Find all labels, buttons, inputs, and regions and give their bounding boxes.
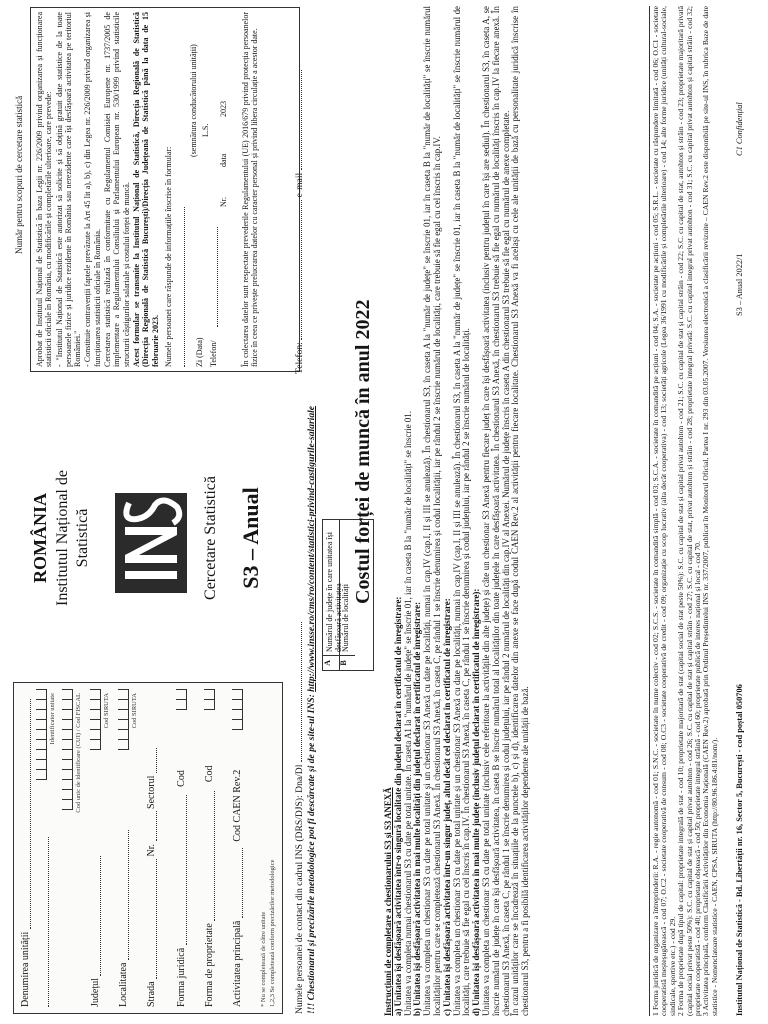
country-name: ROMÂNIA xyxy=(30,493,50,583)
institute-name-1: Institutul Național de xyxy=(54,470,71,606)
note-123: 1,2,3 Se completează conform precizărilor metodologice xyxy=(269,859,276,1007)
legal-p4: Cercetarea statistică realizată în conformitate cu Regulamentul Comisiei Europene nr. 1737/2005 de implementare a Regulamentului Consiliului și Parlamentului European nr. 530/1999 privind statisticile structurii câștigurilor salariale și costului forței de muncă. xyxy=(103,12,131,367)
field-denumirea-2[interactable] xyxy=(38,837,49,1007)
label-contact: Numele persoanei de contact din cadrul INS (DRS/DJS): Dna/Dl xyxy=(294,764,305,1014)
instructions xyxy=(384,6,634,1016)
label-cod1: Cod xyxy=(176,770,187,787)
footer-confidential: C1 Confidențial xyxy=(735,102,744,156)
legal-p7: În colectarea datelor sunt respectate prevederile Regulamentului (UE) 2016/679 privind protecția persoanelor fizice în ceea ce privește prelucrarea datelor cu caracter personal și privind libera circulație a acestor date. xyxy=(241,12,260,367)
footer-bar xyxy=(735,6,749,1016)
row-forma-juridica xyxy=(176,692,187,1007)
instr-d-text: Unitatea va completa un chestionar S3 cu date pe total unitate (inclusiv cele referitoare la activitățile din alte județe) și câte un chestionar S3 Anexă pentru fiecare județ în care își desfășoară activitatea (inclusiv pentru județul în care își are sediul). În chestionarul S3, în caseta A, se înscrie numărul de județe în care își desfășoară activitatea, în caseta B se înscrie numărul total al localităților din toate județele în care desfășoară activitatea. În chestionarul S3 Anexă, în chestionarul S3 trebuie să fie egal cu numărul de localități înscris în cap.IV la fiecare anexă. În chestionarul S3 Anexă, în caseta C, pe rândul 1 se înscrie denumirea și codul județului, iar pe rândul 2 numărul de localități din cap.IV al Anexei. Numărul de județe înscris în caseta A din chestionarul S3 trebuie să fie egal cu numărul de anexe completate. xyxy=(480,6,511,1016)
footer-address: Institutul Național de Statistică - Bd. Libertății nr. 16, Sector 5, București - cod poștal 050706 xyxy=(735,684,744,1016)
footnote-1: 1 Forma juridică de organizare a întreprinderii: R.A. - regie autonomă - cod 01; S.N.C. - societate în nume colectiv - cod 02; S.C.S. - societate în comandită simplă - cod 03; S.C.A. - societate în comandită pe acțiuni - cod 04; S.A. - societate pe acțiuni - cod 05; S.R.L. - societate cu răspundere limitată - cod 06; O.C1 - societate cooperatistă meșteșugărească - cod 07; O.C2 - societate cooperativă de consum - cod 08; O.C3 - societate cooperativă de credit - cod 09; organizație cu scop lucrativ (alta decât cooperativa) - cod 13; societăți agricole (Legea 36/1991 cu modificările și completările ulterioare) - cod 14; alte forme juridice (unități cultural-sociale, sindicale, sportive etc.) - cod 29. xyxy=(651,6,677,1016)
note-star: * Nu se completează de către unitate xyxy=(260,911,267,1007)
label-nr: Nr. xyxy=(146,843,157,857)
label-siruta2: Cod SIRUTA xyxy=(131,693,138,729)
field-email[interactable] xyxy=(292,70,302,170)
label-semnatura: (semnătura conducătorului unității) xyxy=(189,44,199,157)
field-sector[interactable] xyxy=(146,748,157,773)
label-strada: Strada xyxy=(146,981,157,1007)
survey-label: Cercetare Statistică xyxy=(202,476,219,600)
row-denumirea xyxy=(20,692,31,1007)
site-link[interactable]: http://www.insse.ro/cms/ro/content/statistici-privind-castigurile-salariale xyxy=(306,405,317,692)
caen-cells[interactable] xyxy=(232,689,243,730)
row-strada xyxy=(146,692,157,1007)
field-localitatea[interactable] xyxy=(118,830,129,960)
field-nr[interactable] xyxy=(146,811,157,841)
row-a-label: A xyxy=(323,655,339,670)
unit-identification-form xyxy=(13,682,283,1014)
cui-cells[interactable] xyxy=(62,689,73,810)
instr-d-title: d) Unitatea își desfășoară activitatea în mai multe județe (inclusiv județul declarat în certificatul de înregistrare): xyxy=(471,588,482,1016)
row-activitatea xyxy=(232,692,243,1007)
label-year: 2023 xyxy=(219,101,229,117)
legal-box xyxy=(30,7,300,372)
label-identificator: Identificator unitate xyxy=(49,693,56,745)
field-telefon-r[interactable] xyxy=(217,227,218,327)
sign-area xyxy=(189,12,235,367)
label-nr-data: Nr. xyxy=(219,197,229,207)
legal-p3: - Constituie contravenții faptele prevăzute la Art 45 lit a), b), c) din Legea nr. 226/2009 privind organizarea și funcționarea statisticii oficiale în România. xyxy=(83,12,102,367)
siruta2-cells[interactable] xyxy=(118,689,129,750)
contact-line xyxy=(292,622,305,1014)
page-title: Costul forței de muncă în anul 2022 xyxy=(352,299,374,604)
institute-name-2: Statistică xyxy=(74,508,91,568)
instr-c-title: c) Unitatea își desfășoară activitatea într-un singur județ, altul decât cel declarat în certificatul de înregistrare: xyxy=(441,598,452,1016)
contact-phone-line xyxy=(292,70,305,374)
label-sector: Sectorul xyxy=(146,775,157,809)
instr-b-text: Unitatea va completa un chestionar S3 cu date pe total unitate și un chestionar S3 Anexă cu date pe localități, numai în cap.IV (cap.I, II și III se anulează). În chestionarul S3, în caseta A la "număr de județe" se înscrie 01, iar în caseta B la "număr de localități" se înscrie numărul localităților pentru care se completează chestionarul S3 Anexă. În chestionarul S3 Anexă, în caseta C, pe rândul 1 se înscrie denumirea și codul localității, iar pe rândul 2 se înscrie numărul de localități, care trebuie să fie egal cu cel înscris în cap.IV. xyxy=(422,6,442,1016)
label-telefon-mid: Telefon: xyxy=(294,342,305,374)
field-contact[interactable] xyxy=(292,622,302,762)
site-line xyxy=(306,406,317,1014)
instr-b-title: b) Unitatea își desfășoară activitatea în mai multe localități din județul declarat în certificatul de înregistrare: xyxy=(412,601,423,1016)
label-forma-proprietate: Forma de proprietate xyxy=(204,923,215,1007)
label-zi: Zi (Data) xyxy=(195,337,205,367)
instr-a-text: Unitatea va completa numai chestionarul S3 cu date pe total unitate. În caseta A1 la "numărul de județe" se înscrie 01, iar în caseta B la "număr de localități" se înscrie 01. xyxy=(402,411,413,1016)
field-forma-juridica[interactable] xyxy=(176,795,187,945)
label-siruta1: Cod SIRUTA xyxy=(103,693,110,729)
legal-p5: Acest formular se transmite la Institutul Național de Statistică, Direcția Regională de Statistică (Direcția Regională de Statistică București)/Direcția Județeană de Statistică până la data de 15 februarie 2023. xyxy=(131,12,160,367)
siruta1-cells[interactable] xyxy=(90,689,101,750)
label-cui: Cod unic de identificare (CUI) / Cod FISCAL xyxy=(75,693,82,813)
legal-p2: - "Institutul Național de Statistică este autorizat să solicite și să obțină gratuit date statistice de la toate persoanele fizice și juridice rezidente în România sau nerezidente care își desfășoară activitatea pe teritoriul României." xyxy=(54,12,83,367)
label-denumirea: Denumirea unității xyxy=(20,931,31,1007)
responsible-field[interactable] xyxy=(174,207,185,367)
label-ls: L.S. xyxy=(201,123,211,137)
row-b-label: B xyxy=(339,655,355,670)
header-note: Număr pentru scopuri de cercetare statistică xyxy=(14,95,24,254)
id-cells[interactable] xyxy=(36,689,47,780)
table-row-a xyxy=(323,520,343,670)
responsible-label: Numele persoanei care răspunde de informațiile înscrise în formular: xyxy=(163,146,173,367)
field-denumirea[interactable] xyxy=(20,699,31,929)
label-telefon-r: Telefon/ xyxy=(209,340,219,367)
instr-c-text: Unitatea va completa un chestionar S3 cu date pe total unitate și un chestionar S3 Anexă cu date pe localități, numai în cap.IV (cap.I, II și III se anulează). În chestionarul S3, în caseta A la "număr de județe" se înscrie 01, iar în caseta B la "număr de localități" se înscrie numărul de localități, care trebuie să fie egal cu cel înscris în cap.IV. În chestionarul S3 Anexă, în caseta C, pe rândul 1 se înscrie denumirea și codul județului, iar pe rândul 2 se înscrie numărul de localități. xyxy=(451,6,472,1016)
label-localitatea: Localitatea xyxy=(118,962,129,1007)
footer-form-code: S3 – Anual 2022/1 xyxy=(735,253,744,316)
ins-logo-icon xyxy=(115,493,187,593)
row-forma-proprietate xyxy=(204,692,215,1007)
cod2-cells[interactable] xyxy=(204,689,215,710)
footnote-3: 3 Activitatea principală, conform Clasificării Activităților din Economia Națională (CAEN Rev.2) aprobată prin Ordinul Președintelui INS nr. 337/2007, publicat în Monitorul Oficial, Partea I nr. 293 din 03.05.2007. Versiunea electronică a clasificării revizuite – CAEN Rev.2 este disponibilă pe site-ul INS, în rubrica Baze de date statistice - Nomenclatoare statistice - CAEN, CPSA, SIRUTA (http://80.96.186.4:81/nom/). xyxy=(701,6,719,1016)
field-activitatea[interactable] xyxy=(232,848,243,918)
label-forma-juridica: Forma juridică xyxy=(176,947,187,1007)
cod1-cells[interactable] xyxy=(176,689,187,710)
footnotes xyxy=(649,6,727,1016)
row-b-text: Numărul de localități xyxy=(341,584,350,652)
site-prefix: !!! Chestionarul și precizările metodologice pot fi descărcate și de pe site-ul INS: xyxy=(306,694,317,1014)
row-a-text: Numărul de județe în care unitatea își desfășoară activitatea xyxy=(325,532,343,652)
instr-a-title: a) Unitatea își desfășoară activitatea într-o singură localitate din județul declarat în certificatul de înregistrare: xyxy=(392,596,403,1016)
footnote-2: 2 Forma de proprietate după tipul de capital: proprietate integrală de stat - cod 10; proprietate majoritară de stat (capital social de stat peste 50%): S.C. cu capital de stat și capital privat autohton - cod 21; S.C. cu capital de stat și capital străin - cod 22; S.C. cu capital de stat, autohton și străin - cod 23; proprietate majoritară privată (capital social privat peste 50%): S.C. cu capital de stat și capital privat autohton - cod 26; S.C. cu capital de stat și capital străin - cod 27; S.C. cu capital de stat, privat autohton și străin - cod 28; proprietate integral privată: S.C. cu capital integral privat autohton - cod 31; S.C. cu capital privat autohton și capital străin - cod 32; proprietate cooperatistă - cod 40; proprietate obștească - cod 50; proprietate integral străină - cod 60; proprietate publică de interes național și local - cod 70. xyxy=(676,6,703,1016)
label-email: e-mail xyxy=(294,172,305,198)
label-cod2: Cod xyxy=(204,765,215,783)
instr-e-text: În cazul unităților care se încadrează în situațiile de la punctele b), c) și d), identificarea datelor din anexe se face după codul CAEN Rev.2 al activității pentru fiecare localitate. Chestionarul S3 Anexă va fi același cu cele ale unității de bază cu personalitate juridică înscrise în chestionarul S3, pentru a fi posibilă identificarea activităților dependente ale unității de bază. xyxy=(510,6,531,1016)
legal-p1: Aprobat de Institutul Național de Statistică în baza Legii nr. 226/2009 privind organizarea și funcționarea statisticii oficiale în România, cu modificările și completările ulterioare, care prevede: xyxy=(35,12,54,367)
field-forma-proprietate[interactable] xyxy=(204,791,215,921)
label-activitatea: Activitatea principală xyxy=(232,920,243,1007)
label-caen: Cod CAEN Rev.2 xyxy=(232,769,243,842)
instructions-heading: Instrucțiuni de completare a chestionarului S3 și S3 ANEXĂ xyxy=(383,787,393,1016)
field-strada[interactable] xyxy=(146,859,157,979)
field-judet[interactable] xyxy=(90,856,101,976)
header-center xyxy=(10,378,290,678)
label-data: data xyxy=(219,153,229,167)
form-code: S3 – Anual xyxy=(238,487,263,589)
label-judet: Județul xyxy=(90,978,101,1007)
field-telefon-mid[interactable] xyxy=(292,200,302,340)
